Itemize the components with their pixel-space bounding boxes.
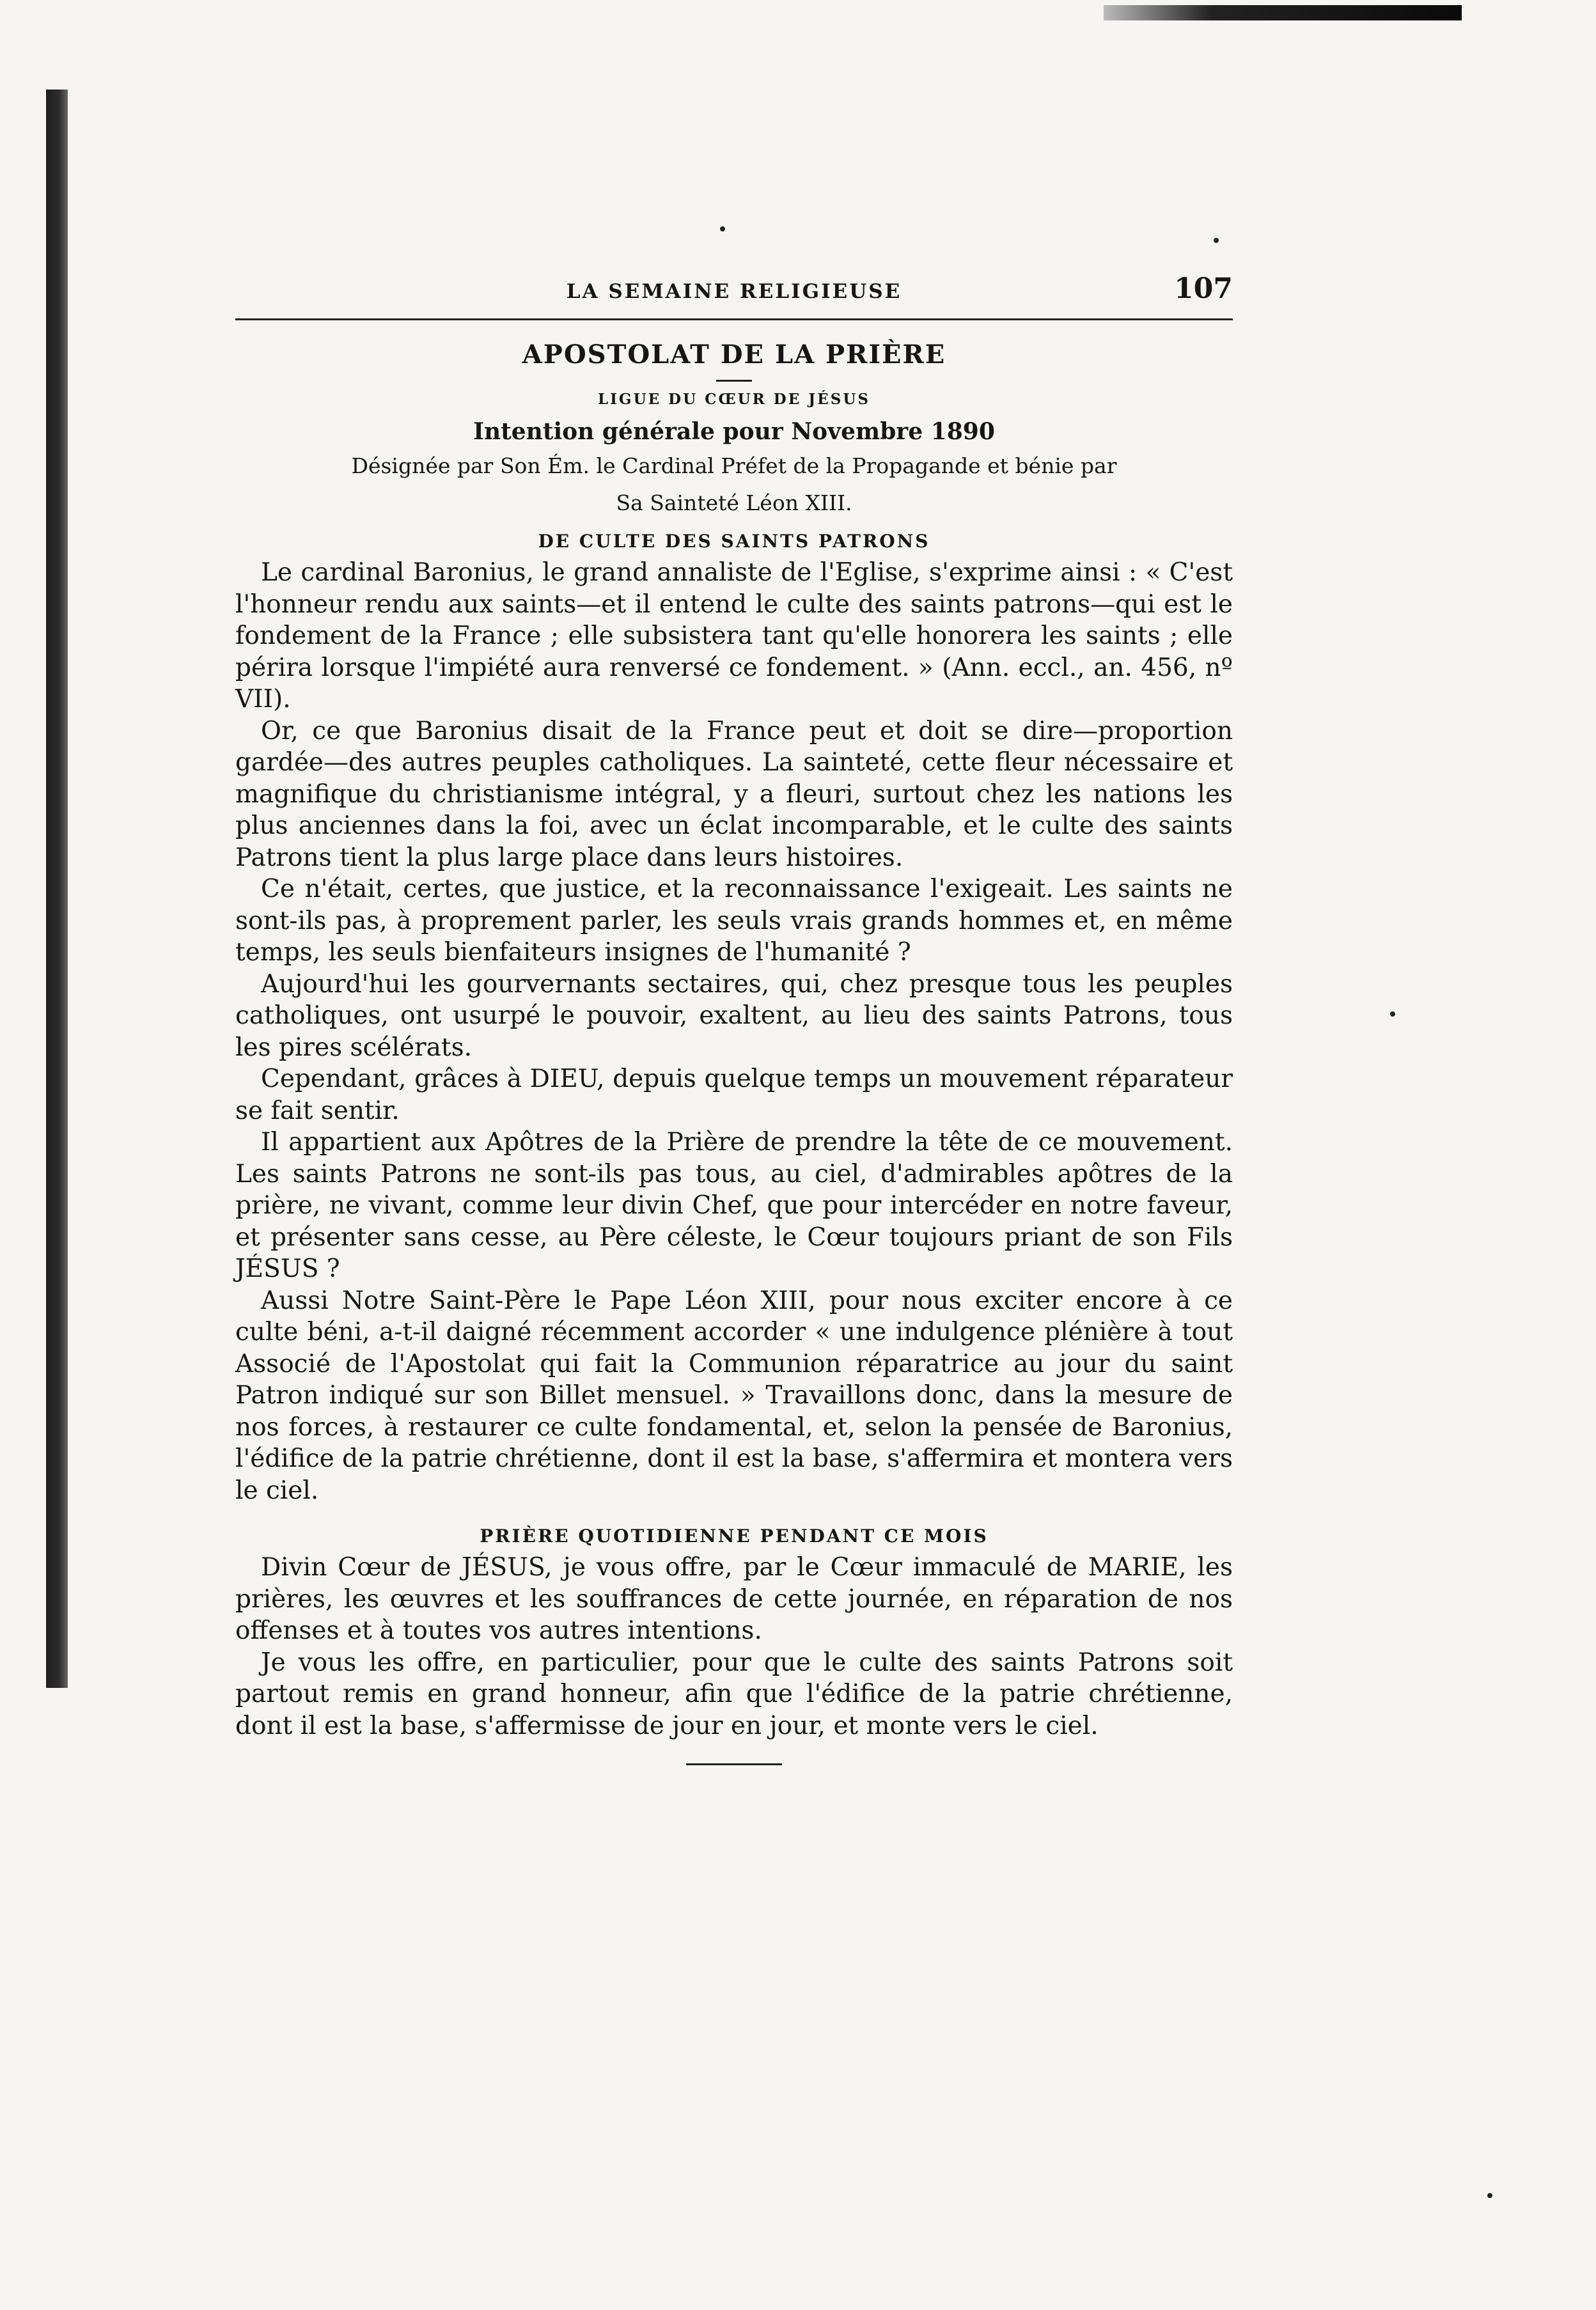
league-subtitle: LIGUE DU CŒUR DE JÉSUS [598, 391, 870, 408]
intention-heading: Intention générale pour Novembre 1890 [473, 418, 995, 445]
prayer-paragraph: Divin Cœur de JÉSUS, je vous offre, par le Cœur immaculé de MARIE, les prières, les œuvres et les souffrances de cette journée, en réparation de nos offenses et à toutes vos autres intentions. [235, 1553, 1233, 1645]
scan-shadow-left [46, 90, 68, 1688]
prayer-heading: PRIÈRE QUOTIDIENNE PENDANT CE MOIS [480, 1526, 989, 1547]
header-rule [235, 318, 1233, 320]
section-heading: DE CULTE DES SAINTS PATRONS [538, 531, 930, 552]
body-paragraph: Ce n'était, certes, que justice, et la reconnaissance l'exigeait. Les saints ne sont-ils pas, à proprement parler, les seuls vrais grands hommes et, en même temps, les seuls bienfaiteurs insignes de l'humanité ? [235, 875, 1233, 967]
body-paragraph: Il appartient aux Apôtres de la Prière de prendre la tête de ce mouvement. Les saints Patrons ne sont-ils pas tous, au ciel, d'admirables apôtres de la prière, ne vivant, comme leur divin Chef, que pour intercéder en notre faveur, et présenter sans cesse, au Père céleste, le Cœur toujours priant de son Fils JÉSUS ? [235, 1128, 1233, 1283]
body-paragraph: Cependant, grâces à DIEU, depuis quelque temps un mouvement réparateur se fait sentir. [235, 1065, 1233, 1125]
ink-speck [720, 226, 725, 231]
running-title: LA SEMAINE RELIGIEUSE [566, 280, 902, 303]
prayer-paragraph: Je vous les offre, en particulier, pour que le culte des saints Patrons soit partout remis en grand honneur, afin que l'édifice de la patrie chrétienne, dont il est la base, s'affermisse de jour en jour, et monte vers le ciel. [235, 1648, 1233, 1740]
designation-line-1: Désignée par Son Ém. le Cardinal Préfet de la Propagande et bénie par [351, 453, 1117, 478]
body-paragraph: Aussi Notre Saint-Père le Pape Léon XIII, pour nous exciter encore à ce culte béni, a-t-il daigné récemment accorder « une indulgence plénière à tout Associé de l'Apostolat qui fait la Communion réparatrice au jour du saint Patron indiqué sur son Billet mensuel. » Travaillons donc, dans la mesure de nos forces, à restaurer ce culte fondamental, et, selon la pensée de Baronius, l'édifice de la patrie chrétienne, dont il est la base, s'affermira et montera vers le ciel. [235, 1286, 1233, 1505]
article-title: APOSTOLAT DE LA PRIÈRE [522, 339, 946, 370]
ink-speck [1487, 2193, 1492, 2198]
body-paragraph: Or, ce que Baronius disait de la France peut et doit se dire—proportion gardée—des autres peuples catholiques. La sainteté, cette fleur nécessaire et magnifique du christianisme intégral, y a fleuri, surtout chez les nations les plus anciennes dans la foi, avec un éclat incomparable, et le culte des saints Patrons tient la plus large place dans leurs histoires. [235, 716, 1233, 872]
body-paragraph: Aujourd'hui les gourvernants sectaires, qui, chez presque tous les peuples catholiques, ont usurpé le pouvoir, exaltent, au lieu des saints Patrons, tous les pires scélérats. [235, 969, 1233, 1062]
page-number: 107 [1174, 272, 1233, 305]
title-divider [716, 380, 752, 382]
document-page [235, 269, 1233, 1765]
body-paragraph: Le cardinal Baronius, le grand annaliste de l'Eglise, s'exprime ainsi : « C'est l'honneur rendu aux saints—et il entend le culte des saints patrons—qui est le fondement de la France ; elle subsistera tant qu'elle honorera les saints ; elle périra lorsque l'impiété aura renversé ce fondement. » (Ann. eccl., an. 456, nº VII). [235, 558, 1233, 714]
running-header [235, 269, 1233, 313]
ink-speck [1214, 238, 1219, 243]
closing-rule [686, 1763, 782, 1765]
ink-speck [1390, 1011, 1395, 1017]
scan-shadow-top [1104, 5, 1462, 20]
designation-line-2: Sa Sainteté Léon XIII. [616, 490, 852, 515]
